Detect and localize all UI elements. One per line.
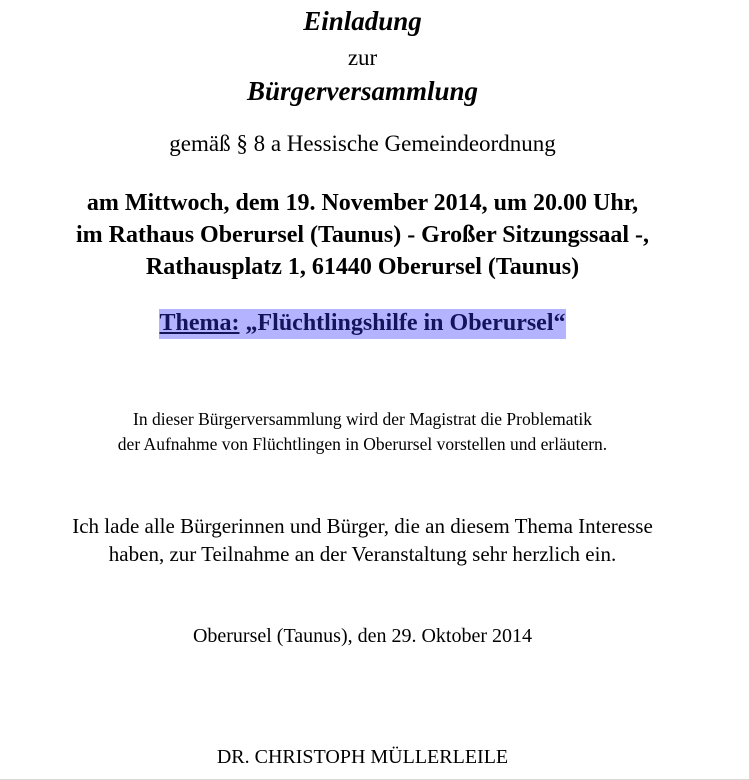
- legal-basis: gemäß § 8 a Hessische Gemeindeordnung: [169, 131, 556, 156]
- topic-line: [0, 310, 725, 337]
- topic-highlight: [159, 309, 565, 339]
- heading-einladung: Einladung: [303, 6, 422, 36]
- invite-line-1: Ich lade alle Bürgerinnen und Bürger, die an diesem Thema Interesse: [72, 514, 653, 538]
- invite-line-2: haben, zur Teilnahme an der Veranstaltung sehr herzlich ein.: [108, 542, 617, 566]
- signature: DR. CHRISTOPH MÜLLERLEILE: [216, 746, 509, 768]
- date-line-3: Rathausplatz 1, 61440 Oberursel (Taunus): [145, 254, 580, 280]
- place-date: Oberursel (Taunus), den 29. Oktober 2014: [192, 625, 533, 647]
- heading-buergerversammlung: Bürgerversammlung: [246, 76, 479, 106]
- topic-label: Thema:: [159, 310, 240, 336]
- date-line-1: am Mittwoch, dem 19. November 2014, um 20.00 Uhr,: [86, 190, 639, 216]
- intro-line-1: In dieser Bürgerversammlung wird der Magistrat die Problematik: [133, 409, 592, 429]
- intro-line-2: der Aufnahme von Flüchtlingen in Oberursel vorstellen und erläutern.: [117, 434, 608, 454]
- heading-zur: zur: [347, 45, 378, 70]
- topic-text: „Flüchtlingshilfe in Oberursel“: [245, 310, 566, 336]
- date-line-2: im Rathaus Oberursel (Taunus) - Großer Sitzungssaal -,: [76, 222, 649, 248]
